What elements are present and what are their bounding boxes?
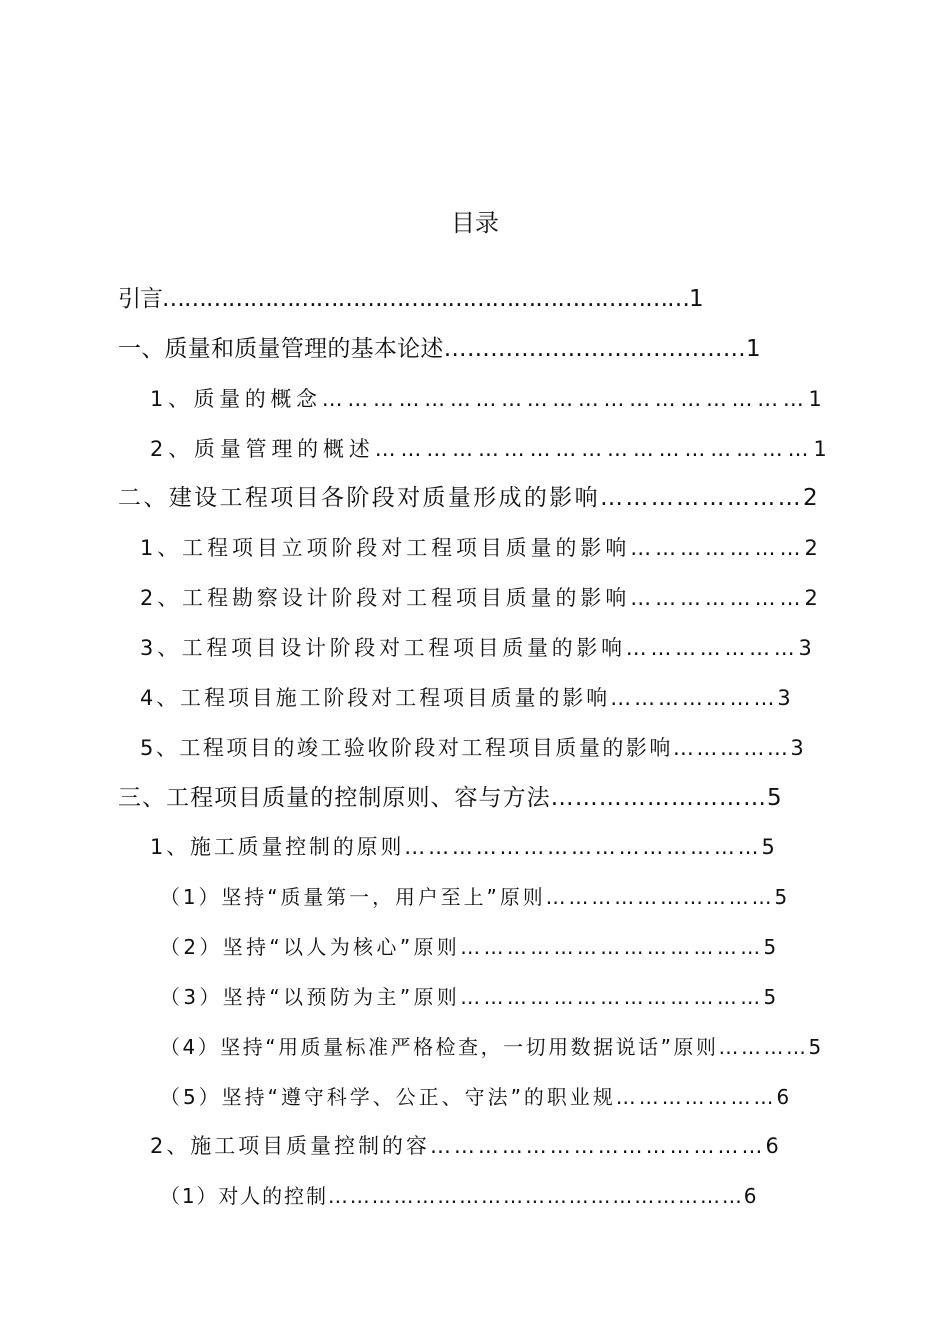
toc-entry[interactable]: 1、工程项目立项阶段对工程项目质量的影响…………………2 bbox=[140, 536, 822, 560]
toc-entry[interactable]: 引言………………………………………………………………1 bbox=[118, 286, 703, 312]
toc-entry[interactable]: （4）坚持“用质量标准严格检查，一切用数据说话”原则…………5 bbox=[160, 1035, 824, 1059]
toc-entry[interactable]: 一、质量和质量管理的基本论述…………………………………1 bbox=[118, 336, 761, 362]
toc-entry[interactable]: （3）坚持“以预防为主”原则…………………………………5 bbox=[160, 985, 780, 1009]
toc-entry[interactable]: 二、建设工程项目各阶段对质量形成的影响……………………2 bbox=[118, 485, 821, 511]
toc-entry[interactable]: 5、工程项目的竣工验收阶段对工程项目质量的影响……………3 bbox=[140, 736, 807, 760]
toc-entry[interactable]: （5）坚持“遵守科学、公正、守法”的职业规…………………6 bbox=[160, 1085, 793, 1109]
toc-entry[interactable]: （1）对人的控制…………………………………………………6 bbox=[160, 1184, 759, 1208]
toc-entry[interactable]: 1、质量的概念…………………………………………………1 bbox=[150, 387, 827, 411]
page-title: 目录 bbox=[451, 209, 499, 237]
toc-entry[interactable]: 三、工程项目质量的控制原则、容与方法………………………5 bbox=[118, 785, 783, 811]
toc-entry[interactable]: 2、施工项目质量控制的容……………………………………6 bbox=[150, 1134, 782, 1158]
toc-entry[interactable]: 2、质量管理的概述……………………………………………1 bbox=[150, 437, 832, 461]
toc-entry[interactable]: 3、工程项目设计阶段对工程项目质量的影响…………………3 bbox=[140, 636, 816, 660]
toc-entry[interactable]: （1）坚持“质量第一，用户至上”原则…………………………5 bbox=[160, 885, 791, 909]
toc-entry[interactable]: （2）坚持“以人为核心”原则…………………………………5 bbox=[160, 935, 780, 959]
toc-entry[interactable]: 2、工程勘察设计阶段对工程项目质量的影响…………………2 bbox=[140, 586, 822, 610]
toc-entry[interactable]: 4、工程项目施工阶段对工程项目质量的影响…………………3 bbox=[140, 686, 794, 710]
toc-entry[interactable]: 1、施工质量控制的原则………………………………………5 bbox=[150, 835, 778, 859]
